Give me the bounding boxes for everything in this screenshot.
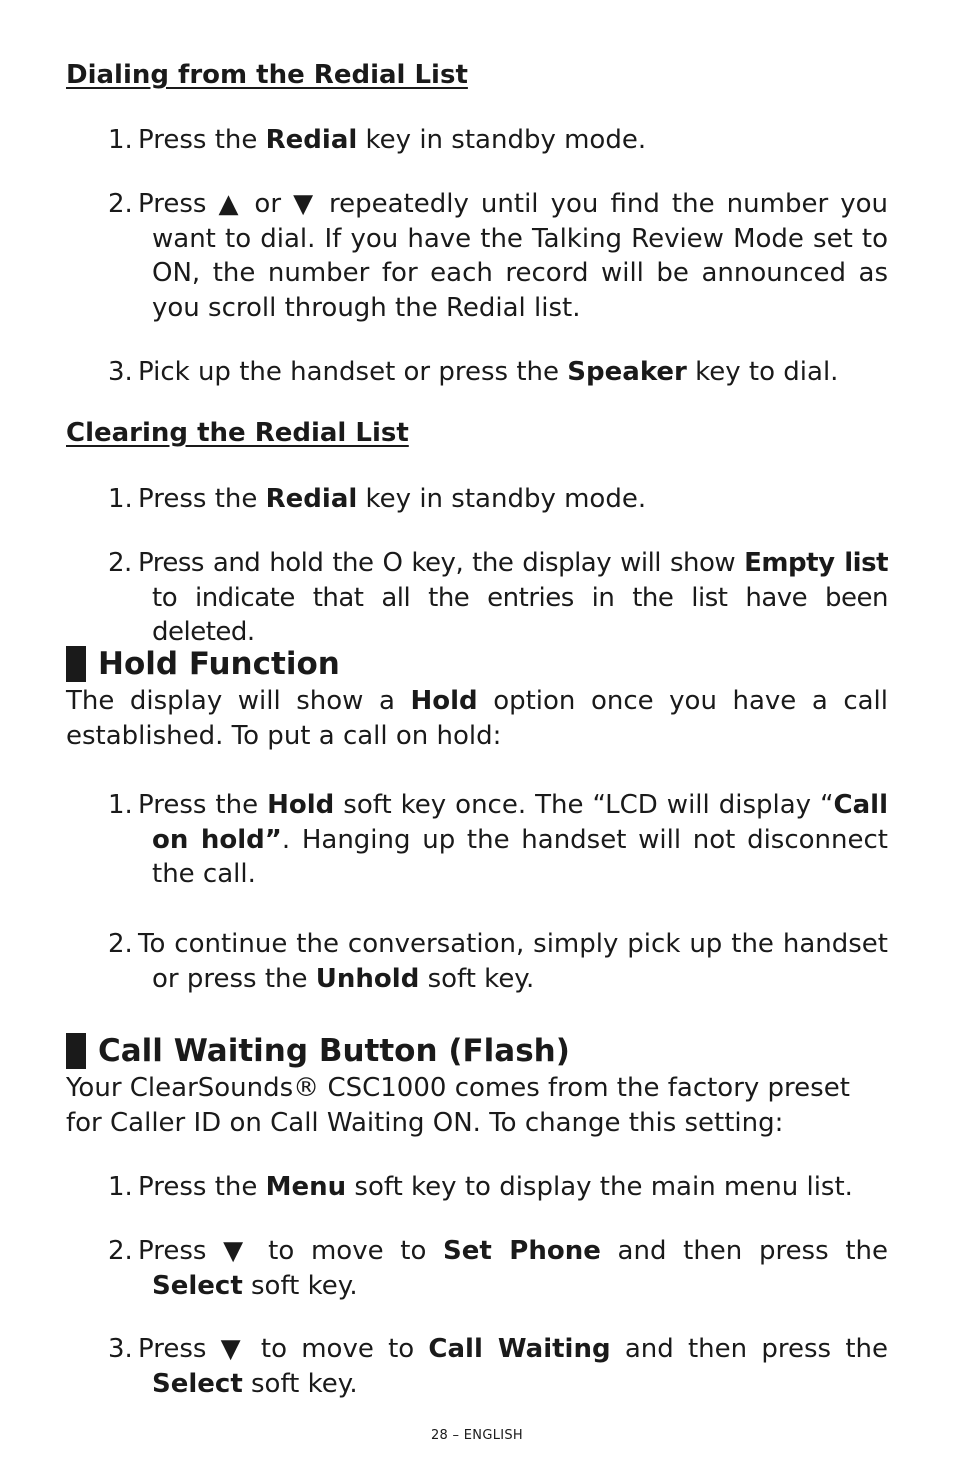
call-waiting-intro: Your ClearSounds® CSC1000 comes from the factory preset for Caller ID on Call Waiting ON. To change this setting:	[66, 1073, 850, 1138]
list-item: 2. Press and hold the O key, the display will show Empty list to indicate that all the entries in the list have been deleted.	[108, 548, 888, 647]
list-item: 2. Press ▲ or ▼ repeatedly until you find the number you want to dial. If you have the Talking Review Mode set to ON, the number for each record will be announced as you scroll through the Redial list.	[108, 189, 888, 323]
section-marker-icon	[66, 1033, 86, 1069]
heading-dialing-redial: Dialing from the Redial List	[66, 60, 468, 90]
section-title-hold: Hold Function	[66, 646, 340, 682]
list-item: 1. Press the Redial key in standby mode.	[108, 125, 647, 155]
list-item: 1. Press the Redial key in standby mode.	[108, 484, 647, 514]
section-marker-icon	[66, 646, 86, 682]
section-title-call-waiting: Call Waiting Button (Flash)	[66, 1033, 570, 1069]
list-item: 2. To continue the conversation, simply pick up the handset or press the Unhold soft key.	[108, 929, 888, 994]
list-item: 3. Pick up the handset or press the Speaker key to dial.	[108, 357, 839, 387]
list-item: 1. Press the Hold soft key once. The “LCD will display “Call on hold”. Hanging up the handset will not disconnect the call.	[108, 790, 888, 889]
heading-clearing-redial: Clearing the Redial List	[66, 418, 409, 448]
hold-intro: The display will show a Hold option once you have a call established. To put a call on hold:	[66, 686, 888, 751]
list-item: 2. Press ▼ to move to Set Phone and then press the Select soft key.	[108, 1236, 888, 1301]
page-footer: 28 – ENGLISH	[430, 1428, 524, 1443]
list-item: 1. Press the Menu soft key to display the main menu list.	[108, 1172, 853, 1202]
list-item: 3. Press ▼ to move to Call Waiting and then press the Select soft key.	[108, 1334, 888, 1399]
